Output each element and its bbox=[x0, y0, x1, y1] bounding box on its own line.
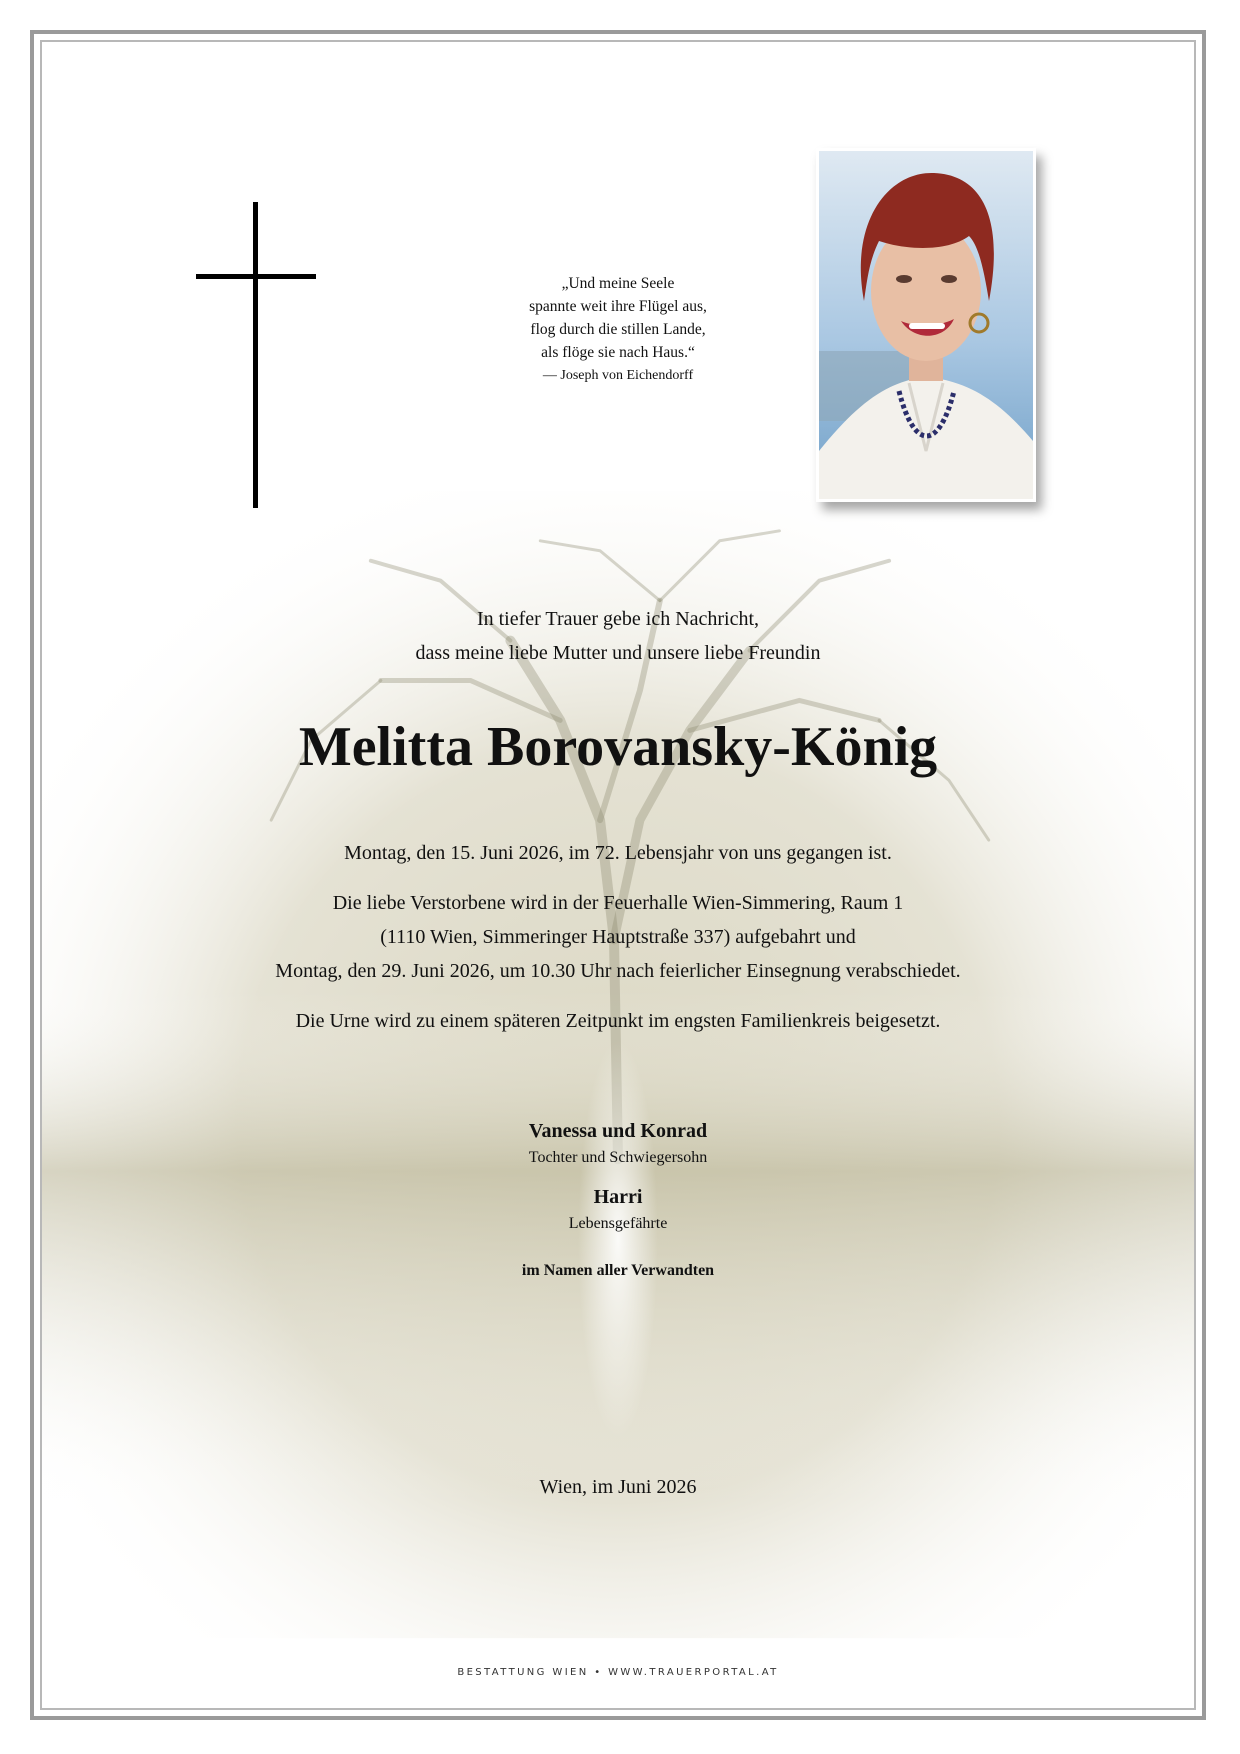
announcement-intro bbox=[120, 602, 1116, 670]
quote-line: als flöge sie nach Haus.“ bbox=[541, 344, 695, 361]
ceremony-line: Die liebe Verstorbene wird in der Feuerhalle Wien-Simmering, Raum 1 bbox=[332, 892, 904, 914]
urn-text: Die Urne wird zu einem späteren Zeitpunkt im engsten Familienkreis beigesetzt. bbox=[295, 1010, 941, 1032]
passing-text: Montag, den 15. Juni 2026, im 72. Lebensjahr von uns gegangen ist. bbox=[344, 842, 892, 864]
ceremony-line: Montag, den 29. Juni 2026, um 10.30 Uhr nach feierlicher Einsegnung verabschiedet. bbox=[275, 960, 961, 982]
on-behalf-text: im Namen aller Verwandten bbox=[521, 1262, 715, 1279]
epigraph-quote bbox=[388, 272, 848, 387]
intro-line: dass meine liebe Mutter und unsere liebe Freundin bbox=[415, 642, 821, 664]
place-date: Wien, im Juni 2026 bbox=[539, 1476, 697, 1498]
mourner-relation: Lebensgefährte bbox=[568, 1215, 668, 1232]
quote-author: — Joseph von Eichendorff bbox=[542, 368, 694, 383]
mourners-list bbox=[120, 1116, 1116, 1280]
quote-line: flog durch die stillen Lande, bbox=[530, 321, 706, 338]
portrait-photo bbox=[816, 148, 1036, 502]
mourner-name: Vanessa und Konrad bbox=[528, 1120, 708, 1142]
announcement-body bbox=[80, 836, 1156, 1038]
deceased-name: Melitta Borovansky-König bbox=[298, 716, 938, 778]
mourner-name: Harri bbox=[593, 1186, 643, 1208]
footer-credit: BESTATTUNG WIEN • WWW.TRAUERPORTAL.AT bbox=[457, 1667, 779, 1678]
intro-line: In tiefer Trauer gebe ich Nachricht, bbox=[476, 608, 760, 630]
ceremony-line: (1110 Wien, Simmeringer Hauptstraße 337) aufgebahrt und bbox=[380, 926, 856, 948]
mourner-relation: Tochter und Schwiegersohn bbox=[528, 1149, 708, 1166]
quote-line: spannte weit ihre Flügel aus, bbox=[529, 298, 707, 315]
quote-line: „Und meine Seele bbox=[561, 275, 675, 292]
cross-icon bbox=[196, 202, 316, 508]
